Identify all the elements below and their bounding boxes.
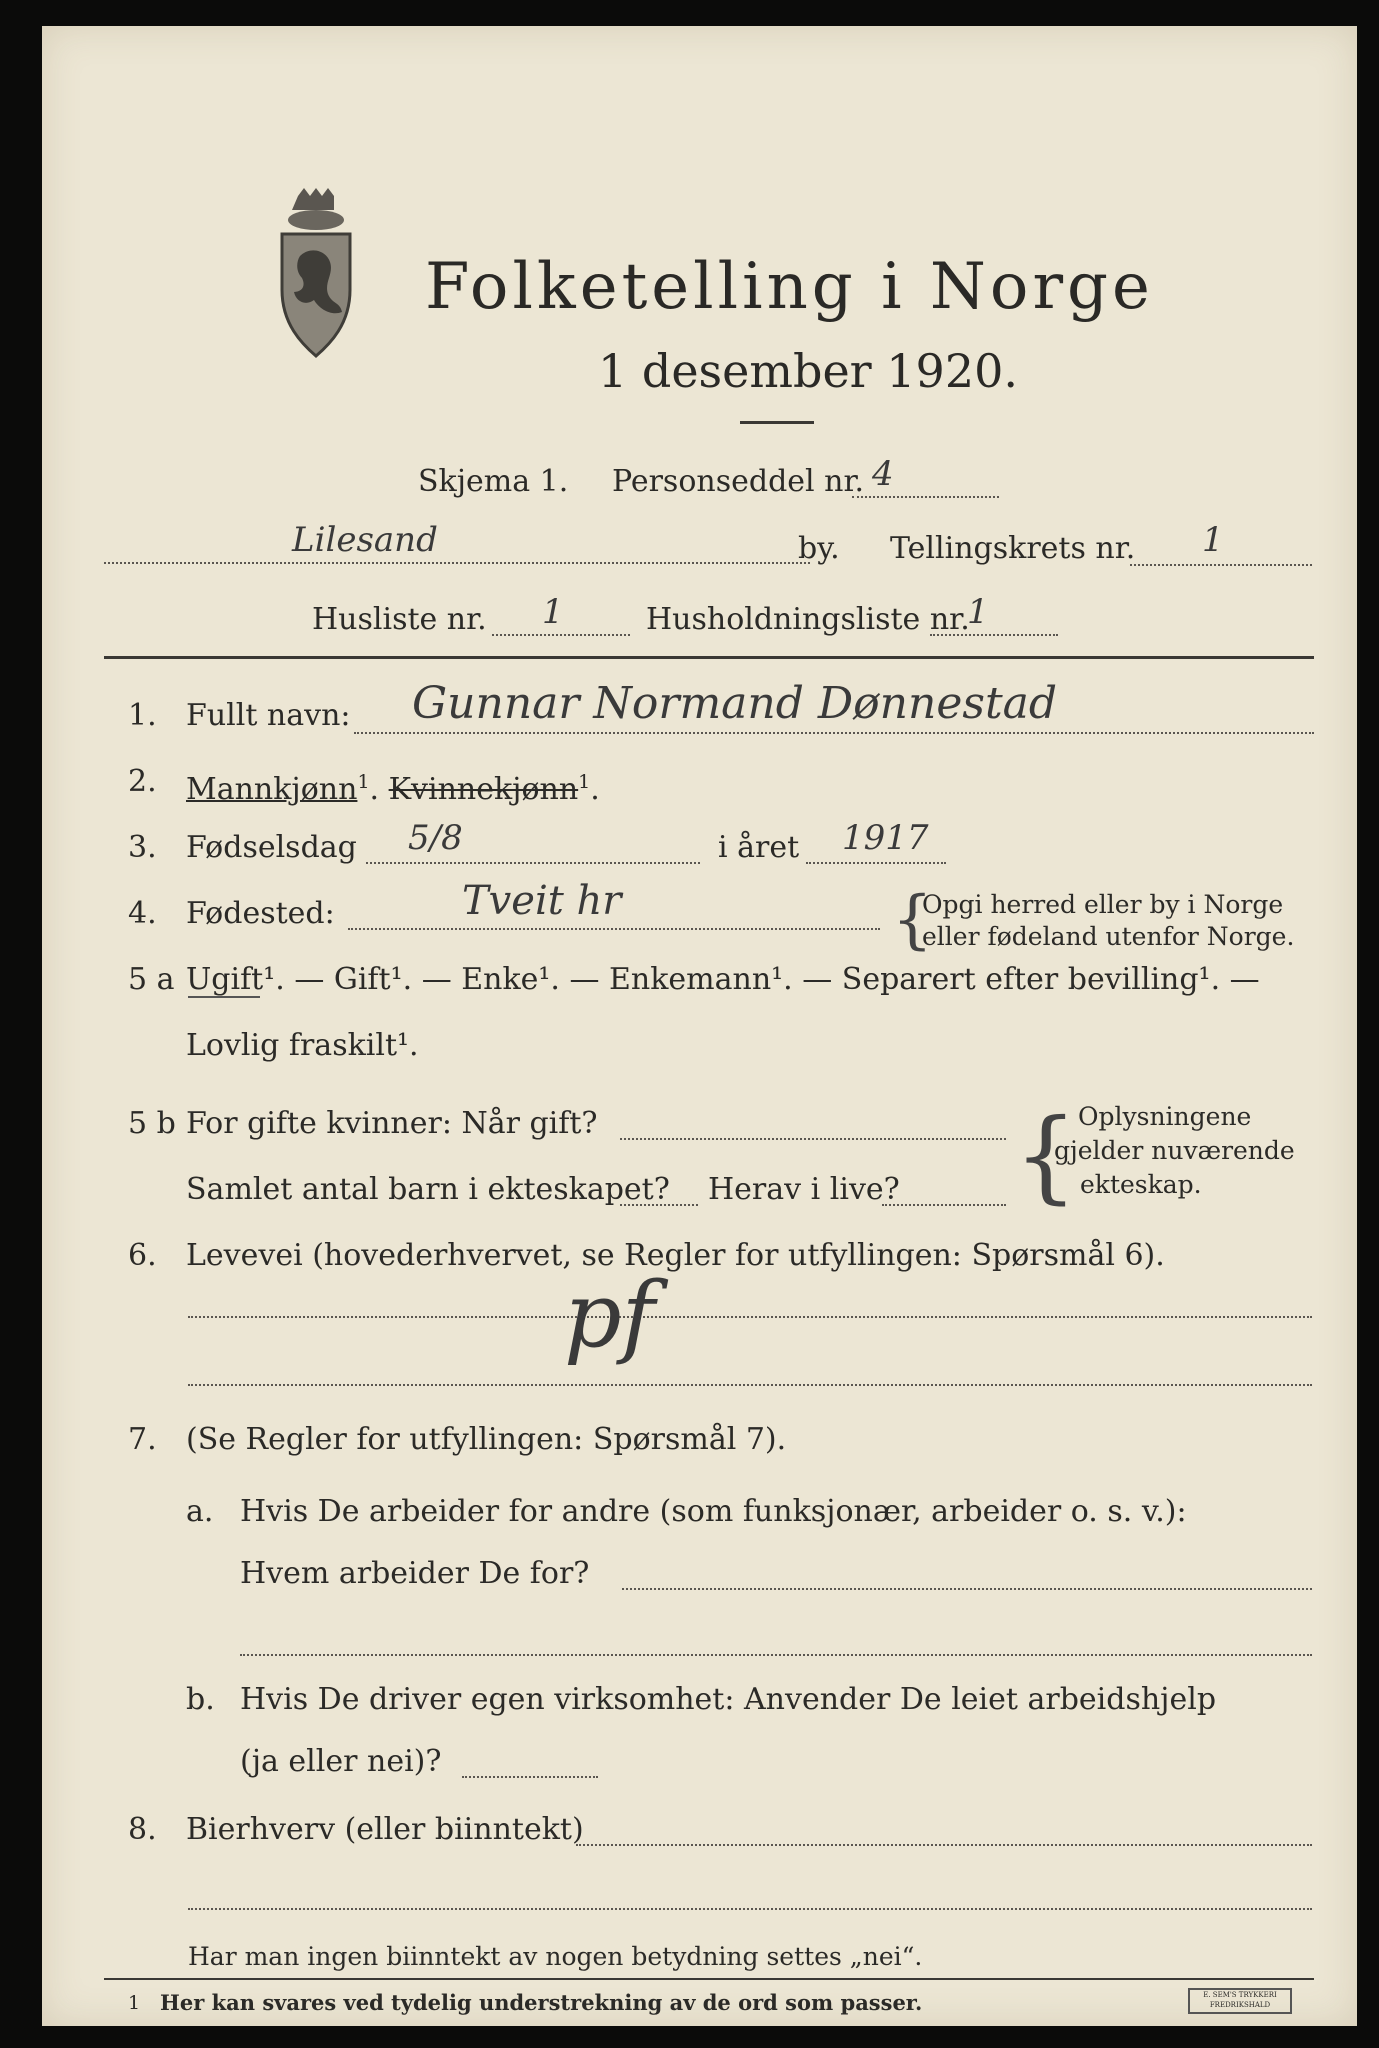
q7a-line2: Hvem arbeider De for?: [240, 1556, 590, 1591]
personseddel-value[interactable]: 4: [872, 454, 894, 494]
q7a-line1: Hvis De arbeider for andre (som funksjonær, arbeider o. s. v.):: [240, 1494, 1187, 1529]
husholdning-label: Husholdningsliste nr.: [646, 602, 970, 637]
birthday-value[interactable]: 5/8: [408, 818, 463, 858]
tellingskrets-label: Tellingskrets nr.: [890, 531, 1136, 566]
q8-note: Har man ingen biinntekt av nogen betydning settes „nei“.: [188, 1942, 923, 1971]
form-title: Folketelling i Norge: [425, 250, 1154, 324]
husliste-value[interactable]: 1: [542, 592, 564, 632]
title-divider: [740, 421, 814, 424]
q8-label: Bierhverv (eller biinntekt): [186, 1812, 584, 1847]
footnote-mark: 1: [128, 1992, 141, 2014]
employer-field-line-2: [240, 1654, 1312, 1656]
birthplace-value[interactable]: Tveit hr: [462, 878, 622, 924]
q5b-alive-label: Herav i live?: [708, 1172, 900, 1207]
hired-help-field-line: [462, 1776, 598, 1778]
children-field-line: [620, 1204, 698, 1206]
male-option[interactable]: Mannkjønn: [186, 772, 358, 807]
q4-brace: {: [892, 883, 933, 957]
married-when-field-line: [620, 1138, 1006, 1140]
husliste-field-line: [492, 634, 630, 636]
footnote-separator: [104, 1978, 1314, 1980]
marital-status-options[interactable]: Ugift¹. — Gift¹. — Enke¹. — Enkemann¹. — Separert efter bevilling¹. —: [186, 962, 1260, 997]
female-option[interactable]: Kvinnekjønn: [388, 772, 579, 807]
occupation-field-line-2: [188, 1384, 1312, 1386]
q4-note-2: eller fødeland utenfor Norge.: [922, 922, 1295, 951]
q7-label: (Se Regler for utfyllingen: Spørsmål 7).: [186, 1422, 787, 1457]
q6-number: 6.: [128, 1238, 157, 1273]
q4-label: Fødested:: [186, 896, 335, 931]
birthplace-field-line: [348, 928, 880, 930]
q7b-line2: (ja eller nei)?: [240, 1744, 442, 1779]
q6-label: Levevei (hovederhvervet, se Regler for utfyllingen: Spørsmål 6).: [186, 1238, 1165, 1273]
q2-number: 2.: [128, 764, 157, 799]
q5b-note-2: gjelder nuværende: [1054, 1136, 1295, 1165]
personseddel-field-line: [852, 496, 999, 498]
place-field-line: [104, 562, 810, 564]
norwegian-coat-of-arms-icon: [268, 186, 364, 366]
husliste-label: Husliste nr.: [312, 602, 487, 637]
occupation-mark[interactable]: pf: [564, 1263, 655, 1368]
tellingskrets-value[interactable]: 1: [1202, 520, 1224, 560]
schema-label: Skjema 1.: [418, 464, 569, 499]
q1-field-line: [354, 732, 1314, 734]
personseddel-label: Personseddel nr.: [612, 464, 865, 499]
q5b-number: 5 b: [128, 1106, 176, 1141]
q7b-letter: b.: [186, 1682, 215, 1717]
husholdning-field-line: [930, 634, 1058, 636]
q7a-letter: a.: [186, 1494, 214, 1529]
q8-number: 8.: [128, 1812, 157, 1847]
census-date: 1 desember 1920.: [598, 344, 1018, 398]
q1-label: Fullt navn:: [186, 698, 351, 733]
census-form-page: [42, 26, 1357, 2026]
q5b-note-3: ekteskap.: [1080, 1170, 1202, 1199]
birth-year-value[interactable]: 1917: [842, 818, 929, 858]
q5b-children-label: Samlet antal barn i ekteskapet?: [186, 1172, 670, 1207]
gender-options: Mannkjønn$^1$. Kvinnekjønn$^1$.: [186, 771, 600, 807]
q1-number: 1.: [128, 698, 157, 733]
tellingskrets-field-line: [1130, 564, 1312, 566]
full-name-value[interactable]: Gunnar Normand Dønnestad: [412, 678, 1058, 729]
footnote-text: Her kan svares ved tydelig understrekning av de ord som passer.: [160, 1990, 923, 2015]
printer-stamp: E. SEM'S TRYKKERI FREDRIKSHALD: [1188, 1988, 1292, 2014]
q4-number: 4.: [128, 896, 157, 931]
q3-label: Fødselsdag: [186, 830, 357, 865]
q7b-line1: Hvis De driver egen virksomhet: Anvender De leiet arbeidshjelp: [240, 1682, 1217, 1717]
year-field-line: [806, 862, 946, 864]
q4-note-1: Opgi herred eller by i Norge: [922, 890, 1284, 919]
side-income-field-line-2: [188, 1908, 1312, 1910]
side-income-field-line-1: [576, 1844, 1312, 1846]
marital-status-options-2[interactable]: Lovlig fraskilt¹.: [186, 1028, 419, 1063]
employer-field-line-1: [622, 1588, 1312, 1590]
q5b-note-1: Oplysningene: [1078, 1102, 1252, 1131]
occupation-field-line-1: [188, 1316, 1312, 1318]
husholdning-value[interactable]: 1: [967, 592, 989, 632]
ugift-underline: [188, 996, 260, 998]
q5a-number: 5 a: [128, 962, 175, 997]
place-value[interactable]: Lilesand: [292, 520, 438, 560]
by-label: by.: [798, 531, 840, 566]
alive-field-line: [882, 1204, 1006, 1206]
q7-number: 7.: [128, 1422, 157, 1457]
header-separator: [104, 656, 1314, 659]
q3-number: 3.: [128, 830, 157, 865]
year-label: i året: [718, 830, 800, 865]
q5b-brace: {: [1014, 1097, 1078, 1214]
birthday-field-line: [366, 862, 700, 864]
q5b-married-when-label: For gifte kvinner: Når gift?: [186, 1106, 598, 1141]
